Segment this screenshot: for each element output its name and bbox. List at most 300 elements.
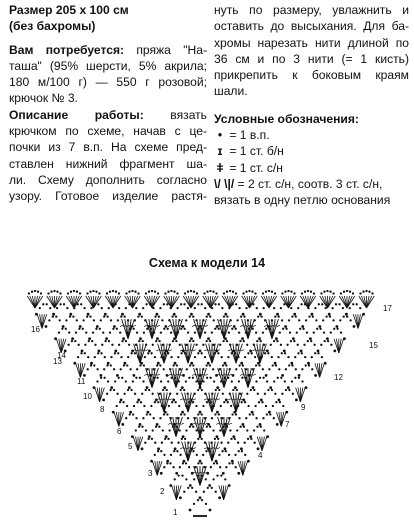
chain-dot xyxy=(65,328,67,330)
chain-dot xyxy=(197,462,199,464)
materials-line: крючок № 3. xyxy=(9,91,78,106)
chain-dot xyxy=(287,386,290,389)
chain-dot xyxy=(96,368,98,370)
chain-dot xyxy=(53,290,55,292)
left-text-column xyxy=(9,2,207,205)
chain-dot xyxy=(104,356,106,358)
stitch-stroke xyxy=(194,368,200,388)
stitch-stroke xyxy=(193,350,196,351)
chain-dot xyxy=(197,389,199,391)
chain-dot xyxy=(148,350,151,353)
chain-dot xyxy=(148,389,150,391)
chain-dot xyxy=(288,364,290,366)
chain-dot xyxy=(345,313,348,316)
chain-dot xyxy=(86,292,88,294)
chain-dot xyxy=(301,352,303,354)
chain-dot xyxy=(108,307,110,309)
chain-dot xyxy=(349,291,351,293)
chain-dot xyxy=(70,291,72,293)
chain-dot xyxy=(67,344,69,346)
chain-dot xyxy=(183,303,185,305)
row-number: 13 xyxy=(53,357,62,366)
stitch-stroke xyxy=(205,325,208,326)
chain-dot xyxy=(111,344,113,346)
chain-dot xyxy=(257,447,260,450)
stitch-stroke xyxy=(181,423,184,424)
chain-dot xyxy=(173,450,175,452)
chain-dot xyxy=(160,472,163,475)
chain-dot xyxy=(314,352,316,354)
chain-dot xyxy=(285,389,287,391)
chain-dot xyxy=(206,291,208,293)
chain-dot xyxy=(224,313,227,316)
chain-dot xyxy=(113,325,116,328)
chain-dot xyxy=(209,377,211,379)
chain-dot xyxy=(97,303,99,305)
chain-dot xyxy=(58,331,60,333)
chain-dot xyxy=(290,340,292,342)
chain-dot xyxy=(142,380,144,382)
chain-dot xyxy=(168,429,170,431)
stitch-stroke xyxy=(173,319,176,339)
chain-dot xyxy=(116,328,118,330)
chain-dot xyxy=(333,350,336,353)
chain-dot xyxy=(135,307,137,309)
chain-dot xyxy=(67,292,69,294)
chain-dot xyxy=(133,374,136,377)
legend-item-sc: ɪ = 1 ст. б/н xyxy=(214,143,409,159)
chain-dot xyxy=(56,307,58,309)
chain-dot xyxy=(365,290,367,292)
chain-dot xyxy=(295,368,297,370)
stitch-stroke xyxy=(197,368,200,388)
chain-dot xyxy=(159,307,161,309)
chain-dot xyxy=(305,364,307,366)
chain-dot xyxy=(207,487,209,489)
stitch-stroke xyxy=(260,344,263,364)
chain-dot xyxy=(158,340,160,342)
stitch-stroke xyxy=(152,319,155,339)
chain-dot xyxy=(171,315,173,317)
chain-dot xyxy=(205,364,207,366)
chain-dot xyxy=(222,340,224,342)
chain-dot xyxy=(235,466,237,468)
chain-dot xyxy=(100,377,102,379)
chain-dot xyxy=(265,328,267,330)
stitch-stroke xyxy=(236,344,242,364)
chain-dot xyxy=(281,374,284,377)
chain-dot xyxy=(338,303,340,305)
stitch-stroke xyxy=(149,368,152,388)
chain-dot xyxy=(100,374,103,377)
chain-dot xyxy=(242,292,244,294)
continuation-line: хромы нарезать нити длиной по xyxy=(214,35,409,50)
chain-dot xyxy=(199,411,202,414)
chain-dot xyxy=(320,292,322,294)
chain-dot xyxy=(202,344,204,346)
stitch-stroke xyxy=(204,399,207,400)
chain-dot xyxy=(304,356,306,358)
stitch-stroke xyxy=(170,417,176,437)
chain-dot xyxy=(93,364,95,366)
chain-dot xyxy=(336,328,338,330)
chain-dot xyxy=(202,405,204,407)
chain-dot xyxy=(186,368,188,370)
chain-dot xyxy=(343,315,345,317)
chain-dot xyxy=(274,292,276,294)
chain-dot xyxy=(71,337,74,340)
chain-dot xyxy=(160,450,162,452)
chain-dot xyxy=(214,303,216,305)
chain-dot xyxy=(287,356,289,358)
chain-dot xyxy=(295,399,298,402)
chain-dot xyxy=(241,401,243,403)
chain-dot xyxy=(139,337,142,340)
chain-dot xyxy=(94,344,96,346)
chain-dot xyxy=(185,344,187,346)
chain-dot xyxy=(249,435,252,438)
chain-dot xyxy=(181,411,184,414)
chain-dot xyxy=(297,352,299,354)
row-number: 3 xyxy=(148,469,153,478)
stitch-stroke xyxy=(193,448,196,449)
chain-dot xyxy=(195,491,197,493)
chain-dot xyxy=(236,319,238,321)
chain-dot xyxy=(287,290,289,292)
chain-dot xyxy=(109,331,111,333)
chain-dot xyxy=(301,292,303,294)
chain-dot xyxy=(260,399,263,402)
row-number: 12 xyxy=(334,373,343,382)
chain-dot xyxy=(215,389,217,391)
chain-dot xyxy=(310,340,312,342)
stitch-stroke xyxy=(182,393,188,413)
stitch-stroke xyxy=(205,374,208,375)
chain-dot xyxy=(197,438,199,440)
chain-dot xyxy=(45,325,48,328)
chain-dot xyxy=(190,362,193,365)
chain-dot xyxy=(184,438,186,440)
chain-dot xyxy=(132,380,134,382)
chain-dot xyxy=(125,340,127,342)
chain-dot xyxy=(263,429,265,431)
chain-dot xyxy=(283,350,286,353)
chain-dot xyxy=(96,325,99,328)
chain-dot xyxy=(112,328,114,330)
chain-dot xyxy=(109,291,111,293)
stitch-stroke xyxy=(158,344,164,364)
description-line: ли. Схему дополнить согласно xyxy=(9,172,207,187)
chain-dot xyxy=(310,291,312,293)
chain-dot xyxy=(110,356,112,358)
chain-dot xyxy=(179,429,181,431)
chain-dot xyxy=(139,423,142,426)
chain-dot xyxy=(277,356,279,358)
chain-dot xyxy=(293,340,295,342)
chain-dot xyxy=(327,340,329,342)
chain-dot xyxy=(151,290,153,292)
chain-dot xyxy=(172,466,174,468)
stitch-stroke xyxy=(157,325,160,326)
chain-dot xyxy=(301,368,303,370)
chain-dot xyxy=(156,364,158,366)
chain-dot xyxy=(301,380,303,382)
stitch-stroke xyxy=(252,350,255,351)
chain-dot xyxy=(181,474,183,476)
chain-dot xyxy=(268,368,270,370)
chain-dot xyxy=(308,364,310,366)
chain-dot xyxy=(238,331,240,333)
chain-dot xyxy=(212,429,214,431)
chain-dot xyxy=(147,352,149,354)
chain-dot xyxy=(329,291,331,293)
chain-dot xyxy=(113,389,115,391)
stitch-stroke xyxy=(242,319,248,339)
stitch-stroke xyxy=(120,325,123,326)
chain-dot xyxy=(200,462,202,464)
stitch-stroke xyxy=(229,374,232,375)
chain-dot xyxy=(280,377,282,379)
chain-dot xyxy=(258,337,261,340)
chain-dot xyxy=(330,344,332,346)
chain-dot xyxy=(272,405,274,407)
chain-dot xyxy=(78,344,80,346)
chain-dot xyxy=(261,401,263,403)
stitch-stroke xyxy=(169,350,172,351)
stitch-stroke xyxy=(193,399,196,400)
chain-dot xyxy=(320,344,322,346)
stitch-stroke xyxy=(240,325,243,326)
chain-dot xyxy=(352,303,354,305)
chain-dot xyxy=(147,411,150,414)
chain-dot xyxy=(201,499,203,501)
chain-dot xyxy=(195,515,197,517)
stitch-stroke xyxy=(170,319,176,339)
stitch-stroke xyxy=(200,417,206,437)
chain-dot xyxy=(163,368,165,370)
chain-dot xyxy=(163,386,166,389)
chain-dot xyxy=(242,364,244,366)
row-number: 9 xyxy=(301,403,306,412)
chain-dot xyxy=(213,319,215,321)
chain-dot xyxy=(265,291,267,293)
chain-dot xyxy=(234,454,236,456)
chain-dot xyxy=(192,426,194,428)
chain-dot xyxy=(216,411,219,414)
chain-dot xyxy=(193,515,195,517)
stitch-stroke xyxy=(272,319,278,339)
chain-dot xyxy=(75,331,77,333)
chain-dot xyxy=(244,442,246,444)
chain-dot xyxy=(166,413,168,415)
chain-dot xyxy=(312,315,314,317)
chain-dot xyxy=(172,340,174,342)
chain-dot xyxy=(104,340,106,342)
chain-dot xyxy=(193,291,195,293)
chain-dot xyxy=(241,450,243,452)
chain-dot xyxy=(127,356,129,358)
chain-dot xyxy=(206,426,208,428)
chain-dot xyxy=(90,364,92,366)
stitch-stroke xyxy=(204,350,207,351)
size-note: (без бахромы) xyxy=(9,19,96,34)
chain-dot xyxy=(122,401,124,403)
crochet-chart xyxy=(0,272,414,524)
chain-dot xyxy=(204,356,206,358)
chain-dot xyxy=(184,292,186,294)
chain-dot xyxy=(185,478,187,480)
chain-dot xyxy=(340,292,342,294)
chain-dot xyxy=(157,450,159,452)
chain-dot xyxy=(284,291,286,293)
chain-dot xyxy=(145,429,147,431)
row-number: 4 xyxy=(258,451,263,460)
chain-dot xyxy=(142,340,144,342)
chain-dot xyxy=(123,393,125,395)
chain-dot xyxy=(269,413,271,415)
chain-dot xyxy=(249,350,252,353)
legend-line: вязать в одну петлю основания xyxy=(214,193,391,208)
chain-dot xyxy=(104,313,107,316)
chain-dot xyxy=(124,315,126,317)
stitch-stroke xyxy=(197,417,200,437)
chain-dot xyxy=(346,315,348,317)
chain-dot xyxy=(176,292,178,294)
stitch-stroke xyxy=(164,393,167,413)
chain-dot xyxy=(109,389,111,391)
chain-dot xyxy=(214,328,216,330)
chain-dot xyxy=(138,426,140,428)
chain-dot xyxy=(189,340,191,342)
chain-dot xyxy=(332,292,334,294)
chain-dot xyxy=(81,350,84,353)
chain-dot xyxy=(273,417,275,419)
chain-dot xyxy=(179,344,181,346)
chain-dot xyxy=(243,426,245,428)
chain-dot xyxy=(274,315,276,317)
chain-dot xyxy=(139,364,141,366)
chain-dot xyxy=(183,491,185,493)
chain-dot xyxy=(259,313,262,316)
row-number: 2 xyxy=(160,487,165,496)
chain-dot xyxy=(164,292,166,294)
chain-dot xyxy=(87,368,89,370)
chain-dot xyxy=(328,313,331,316)
chain-dot xyxy=(211,331,213,333)
stitch-stroke xyxy=(229,325,232,326)
chain-dot xyxy=(279,331,281,333)
chain-dot xyxy=(260,340,262,342)
stitch-stroke xyxy=(236,344,239,364)
chain-dot xyxy=(237,472,240,475)
chain-stitch-icon: • xyxy=(217,128,223,143)
chain-dot xyxy=(340,331,342,333)
chain-dot xyxy=(173,291,175,293)
chain-dot xyxy=(63,303,65,305)
chain-dot xyxy=(227,401,229,403)
chain-dot xyxy=(298,374,301,377)
chain-dot xyxy=(196,292,198,294)
description-line: узору. Готовое изделие растя- xyxy=(9,189,207,204)
chain-dot xyxy=(180,413,182,415)
chain-dot xyxy=(175,315,177,317)
stitch-stroke xyxy=(200,368,203,388)
legend-item-cluster: \/ \|/ = 2 ст. с/н, соотв. 3 ст. с/н, xyxy=(214,176,383,191)
chain-dot xyxy=(256,426,258,428)
row-number: 17 xyxy=(383,304,392,313)
row-number: 16 xyxy=(31,325,40,334)
chain-dot xyxy=(163,303,165,305)
chain-dot xyxy=(255,331,257,333)
chain-dot xyxy=(235,368,237,370)
chain-dot xyxy=(59,303,61,305)
chain-dot xyxy=(119,401,121,403)
chain-dot xyxy=(273,380,275,382)
stitch-stroke xyxy=(169,399,172,400)
chain-dot xyxy=(66,307,68,309)
chain-dot xyxy=(267,352,269,354)
chain-dot xyxy=(92,331,94,333)
chain-dot xyxy=(331,307,333,309)
description-text: вязать xyxy=(143,107,207,122)
chain-dot xyxy=(161,319,163,321)
stitch-stroke xyxy=(168,374,171,375)
chain-dot xyxy=(138,313,141,316)
chain-dot xyxy=(274,393,276,395)
chain-dot xyxy=(188,377,190,379)
chain-dot xyxy=(282,405,284,407)
chain-dot xyxy=(255,364,257,366)
chain-dot xyxy=(170,331,172,333)
chain-dot xyxy=(227,442,229,444)
chain-dot xyxy=(343,291,345,293)
chain-dot xyxy=(321,303,323,305)
chain-dot xyxy=(167,438,169,440)
row-number: 1 xyxy=(173,508,178,517)
chain-dot xyxy=(88,340,90,342)
chain-dot xyxy=(137,292,139,294)
chain-dot xyxy=(326,290,328,292)
chain-dot xyxy=(106,292,108,294)
chain-dot xyxy=(218,496,221,499)
chain-dot xyxy=(209,426,211,428)
chain-dot xyxy=(238,450,240,452)
chain-dot xyxy=(100,352,102,354)
stitch-stroke xyxy=(133,325,136,326)
chain-dot xyxy=(252,413,254,415)
chain-dot xyxy=(142,417,144,419)
size-line: Размер 205 х 100 см xyxy=(9,3,129,17)
chain-dot xyxy=(197,303,199,305)
chain-dot xyxy=(178,405,180,407)
chain-dot xyxy=(166,460,169,463)
chain-dot xyxy=(219,466,221,468)
chain-dot xyxy=(52,313,55,316)
chain-dot xyxy=(79,292,81,294)
chain-dot xyxy=(323,291,325,293)
chain-dot xyxy=(205,515,207,517)
chain-dot xyxy=(182,462,184,464)
chain-dot xyxy=(180,303,182,305)
chain-dot xyxy=(159,417,161,419)
chain-dot xyxy=(134,352,136,354)
chain-dot xyxy=(56,291,58,293)
stitch-stroke xyxy=(221,368,224,388)
chain-dot xyxy=(185,462,187,464)
chain-dot xyxy=(206,340,208,342)
chain-dot xyxy=(292,393,294,395)
chain-dot xyxy=(296,331,298,333)
